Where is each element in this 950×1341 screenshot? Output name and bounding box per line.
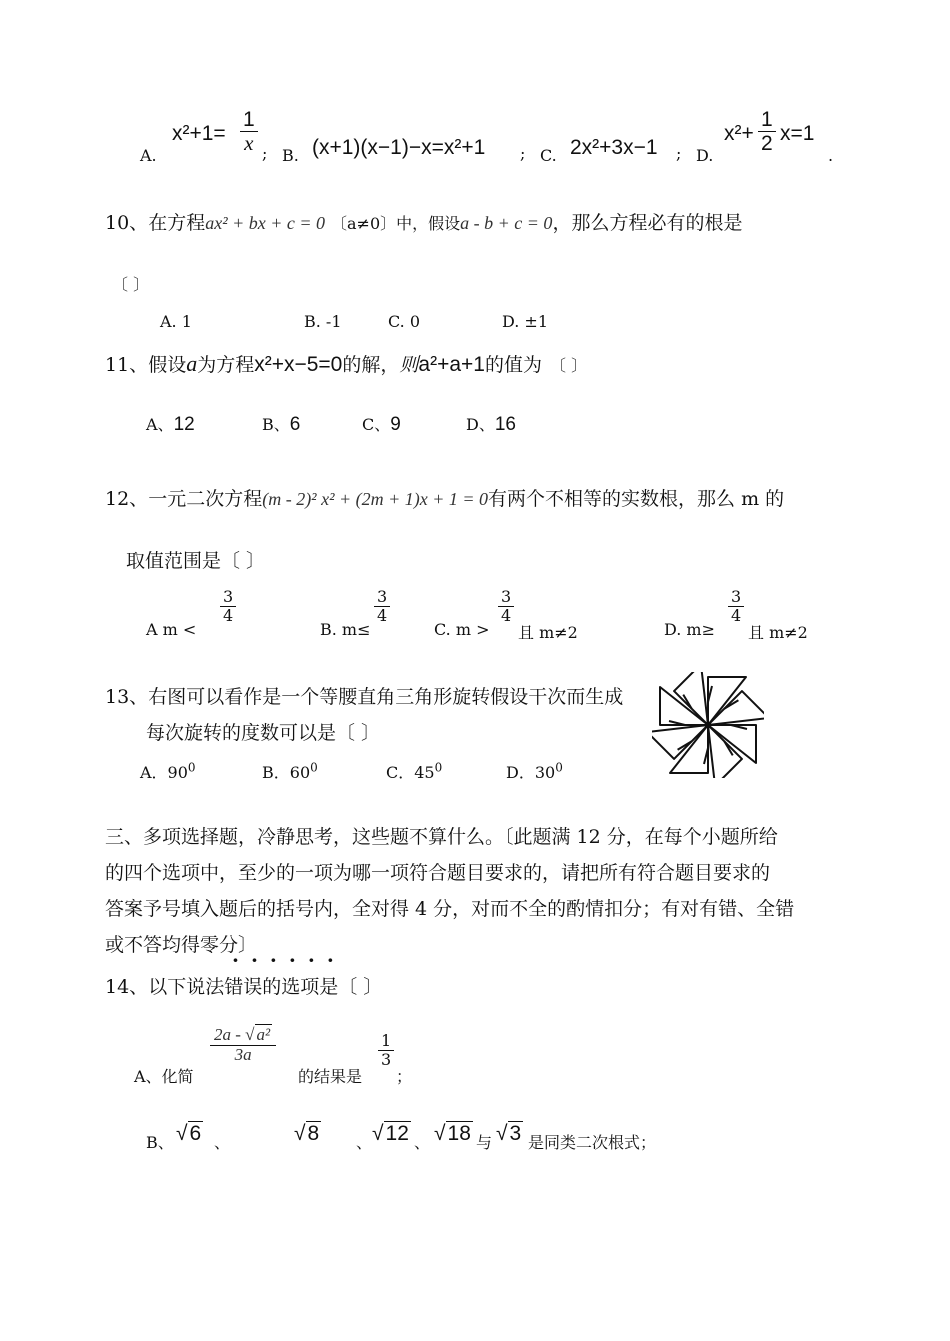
q14-radical-6: √6: [176, 1122, 202, 1145]
q12-text-1: 一元二次方程: [148, 488, 263, 510]
q9-option-d-lhs: x²+: [724, 122, 754, 145]
q13-option-b: B．$60^0$: [262, 760, 318, 782]
q12-text-2: 有两个不相等的实数根，那么 m 的: [488, 488, 785, 510]
q12-option-b-fraction: $\frac{3}{4}$: [374, 588, 390, 624]
q11-equation: x²+x−5=0: [254, 353, 343, 376]
q12-equation: (m - 2)² x² + (2m + 1)x + 1 = 0: [262, 489, 489, 509]
q11-number: 11、: [105, 354, 149, 376]
q14-radical-18: √18: [434, 1122, 471, 1145]
q12-option-d-fraction: $\frac{3}{4}$: [728, 588, 744, 624]
q12-range-line: 取值范围是〔 〕: [126, 550, 266, 572]
q9-sep-1: ;: [262, 144, 268, 163]
section-3-line-1: 三、多项选择题，冷静思考，这些题不算什么。〔此题满 12 分，在每个小题所给: [105, 826, 778, 848]
q9-option-a-fraction: $\frac{1}{x}$: [240, 108, 258, 155]
q13-text-2: 每次旋转的度数可以是〔 〕: [146, 722, 381, 744]
q12-option-d: D. m≥: [664, 620, 716, 639]
pinwheel-figure: [652, 672, 764, 778]
q10-option-a: A. 1: [160, 312, 192, 331]
q11-option-b: B、6: [262, 414, 301, 435]
q12-option-a: A m <: [146, 620, 197, 639]
q9-option-d-fraction: $\frac{1}{2}$: [758, 108, 776, 155]
q9-option-c-expr: 2x²+3x−1: [570, 136, 658, 159]
q14-sep-3: 、: [414, 1133, 431, 1152]
q10-answer-bracket: 〔 〕: [112, 275, 150, 294]
q14-option-a-end: ；: [396, 1067, 413, 1086]
q10-option-b: B. -1: [304, 312, 342, 331]
section-3-line-2: 的四个选项中，至少的一项为哪一项符合题目要求的，请把所有符合题目要求的: [105, 862, 771, 884]
q11-text-4: 的值为: [484, 354, 542, 376]
q10-option-d: D. ±1: [502, 312, 549, 331]
q10-text-2: ，那么方程必有的根是: [552, 212, 743, 234]
q11-text-2: 为方程: [197, 354, 255, 376]
q14-sep-2: 、: [356, 1133, 373, 1152]
q11-text-1: 假设: [148, 354, 187, 376]
q13-text-1: 右图可以看作是一个等腰直角三角形旋转假设干次而生成: [148, 686, 624, 708]
section-3-line-3: 答案予号填入题后的括号内，全对得 4 分，对而不全的酌情扣分；有对有错、全错: [105, 898, 795, 920]
q14-option-b-end: 是同类二次根式；: [528, 1133, 657, 1152]
q10-equation: ax² + bx + c = 0: [205, 213, 326, 233]
q12-option-c: C. m >: [434, 620, 490, 639]
question-14: [105, 972, 382, 999]
q13-option-d: D．$30^0$: [506, 760, 563, 782]
q14-option-b-label: B、: [146, 1133, 174, 1152]
question-13: [105, 682, 645, 709]
question-12: [105, 484, 784, 511]
question-10: [105, 208, 742, 235]
q14-radical-3: √3: [496, 1122, 522, 1145]
q12-option-c-fraction: $\frac{3}{4}$: [498, 588, 514, 624]
q12-option-a-fraction: $\frac{3}{4}$: [220, 588, 236, 624]
q10-text-1: 在方程: [148, 212, 206, 234]
q13-option-a: A．$90^0$: [140, 760, 196, 782]
q9-option-a-lhs: x²+1=: [172, 122, 226, 145]
q12-option-d-tail: 且 m≠2: [748, 623, 808, 642]
section-3-line-4: 或不答均得零分〕: [105, 934, 258, 956]
q14-option-a-mid: 的结果是: [298, 1067, 363, 1086]
q9-option-b-expr: (x+1)(x−1)−x=x²+1: [312, 136, 486, 159]
q14-radical-12: √12: [372, 1122, 409, 1145]
q11-expression: a²+a+1: [418, 353, 485, 376]
q11-option-d: D、16: [466, 414, 516, 435]
q14-option-a-result: $\frac{1}{3}$: [378, 1032, 394, 1068]
q14-emphasis-dots: ······: [232, 948, 346, 972]
q9-option-b-label: B.: [282, 146, 299, 165]
q9-sep-3: ;: [676, 144, 682, 163]
q11-answer-bracket: 〔 〕: [549, 356, 588, 375]
q13-option-c: C．$45^0$: [386, 760, 443, 782]
q10-equation-2: a - b + c = 0: [460, 213, 553, 233]
q14-text: 以下说法错误的选项是〔 〕: [148, 976, 383, 998]
q9-option-c-label: C.: [540, 146, 557, 165]
q12-number: 12、: [105, 488, 149, 510]
q14-sep-1: 、: [214, 1133, 231, 1152]
q14-option-a-fraction: $\frac{\text{2a - √ a²}}{3a}$: [210, 1026, 276, 1064]
q14-number: 14、: [105, 976, 149, 998]
q9-end: .: [828, 146, 834, 165]
q10-condition: 〔a≠0〕中，假设: [331, 214, 461, 233]
q12-option-b: B. m≤: [320, 620, 371, 639]
q14-option-a-label: A、化简: [134, 1067, 194, 1086]
question-11: [105, 350, 587, 377]
q12-options: [146, 588, 886, 648]
q13-number: 13、: [105, 686, 149, 708]
q14-option-b: [146, 1120, 706, 1160]
q14-radical-8: √8: [294, 1122, 320, 1145]
q9-option-d-label: D.: [696, 146, 714, 165]
q9-sep-2: ;: [520, 144, 526, 163]
q9-option-a-label: A.: [140, 146, 157, 165]
q10-option-c: C. 0: [388, 312, 421, 331]
q11-variable-a: a: [186, 351, 198, 376]
q14-sep-4: 与: [476, 1133, 493, 1152]
q10-number: 10、: [105, 212, 149, 234]
q14-option-a: [134, 1024, 454, 1094]
q12-option-c-tail: 且 m≠2: [518, 623, 578, 642]
q11-text-3: 的解，: [342, 354, 400, 376]
q9-option-d-rhs: x=1: [780, 122, 815, 145]
q11-then: 则: [399, 355, 419, 376]
q11-option-a: A、12: [146, 414, 195, 435]
q11-option-c: C、9: [362, 414, 401, 435]
